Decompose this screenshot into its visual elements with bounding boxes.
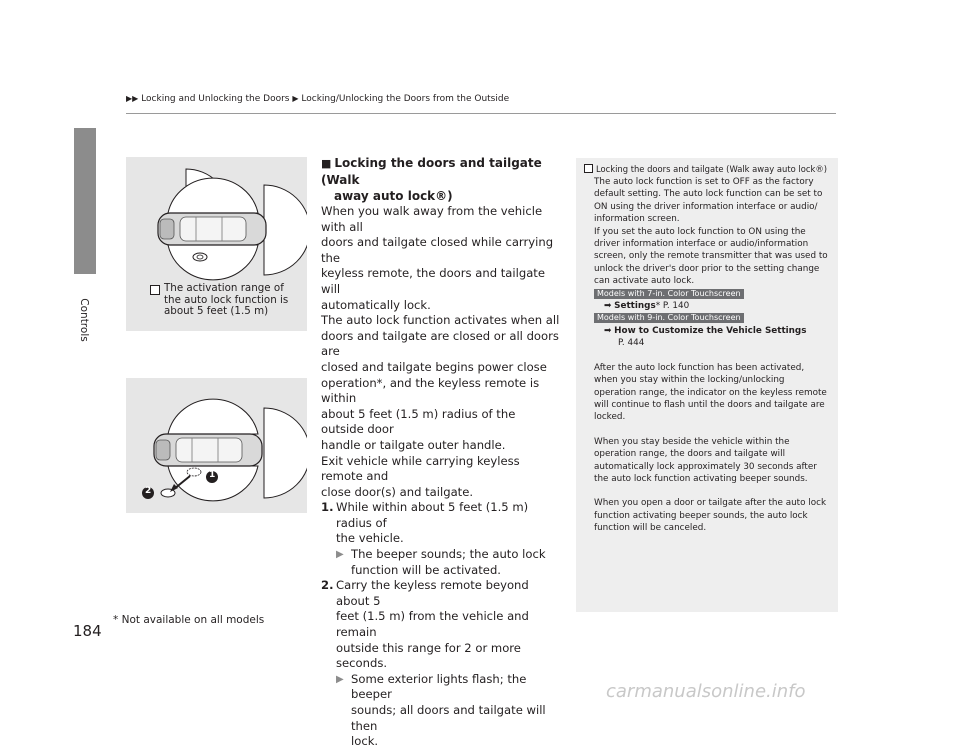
callout-2: 2 [145, 486, 152, 496]
callout-1: 1 [209, 470, 216, 480]
breadcrumb-section: Locking and Unlocking the Doors [141, 94, 290, 104]
xref-settings[interactable]: ➡ Settings* P. 140 [604, 301, 690, 312]
footnote: * Not available on all models [113, 614, 265, 626]
breadcrumb [126, 94, 509, 104]
breadcrumb-arrow-icon: ▶ [292, 94, 299, 103]
main-content [321, 155, 561, 750]
section-tab-marker [74, 128, 96, 274]
page-number: 184 [73, 622, 102, 640]
step-2: 2. Carry the keyless remote beyond about 5 feet (1.5 m) from the vehicle and remain outside this range for 2 or more seconds. [321, 578, 529, 671]
watermark: carmanualsonline.info [606, 681, 806, 702]
intro-paragraph: When you walk away from the vehicle with all doors and tailgate closed while carrying the keyless remote, the doors and tailgate will automatically lock. [321, 204, 554, 312]
breadcrumb-arrow-icon: ▶▶ [126, 94, 139, 103]
xref-customize-settings[interactable]: ➡ How to Customize the Vehicle Settings P. 444 [604, 325, 807, 349]
header-rule [126, 113, 836, 114]
note-marker-icon [584, 164, 593, 173]
section-heading: ■ Locking the doors and tailgate (Walk away auto lock®) [321, 156, 542, 203]
model-tag-7in: Models with 7-in. Color Touchscreen [594, 289, 744, 299]
caption-marker-icon [150, 285, 160, 295]
xref-arrow-icon: ➡ [604, 325, 612, 336]
step-1-result: ▶ The beeper sounds; the auto lock function will be activated. [336, 547, 546, 577]
figure-caption: The activation range of the auto lock function is about 5 feet (1.5 m) [164, 282, 289, 317]
section-tab-label: Controls [78, 298, 90, 342]
xref-arrow-icon: ➡ [604, 301, 612, 312]
result-arrow-icon: ▶ [336, 673, 344, 685]
activation-paragraph: The auto lock function activates when all doors and tailgate are closed or all doors are closed and tailgate begins power close operation*, and the keyless remote is within about 5 feet (1.5 m) radius of the outside door handle or tailgate outer handle. [321, 313, 560, 452]
breadcrumb-subsection: Locking/Unlocking the Doors from the Outside [301, 94, 510, 104]
step-1: 1. While within about 5 feet (1.5 m) radius of the vehicle. [321, 500, 529, 546]
result-arrow-icon: ▶ [336, 549, 344, 561]
note-title: Locking the doors and tailgate (Walk away auto lock®) [584, 164, 827, 174]
figure-walk-away-steps [126, 378, 307, 513]
heading-square-icon: ■ [321, 157, 332, 170]
walk-away-illustration [126, 378, 307, 513]
step-2-result: ▶ Some exterior lights flash; the beeper sounds; all doors and tailgate will then lock. [336, 671, 546, 749]
model-tag-9in: Models with 9-in. Color Touchscreen [594, 313, 744, 323]
exit-paragraph: Exit vehicle while carrying keyless remote and close door(s) and tailgate. [321, 453, 520, 499]
note-body: The auto lock function is set to OFF as the factory default setting. The auto lock function can be set to ON using the driver information interface or audio/ information screen. If you set the auto lock function to ON using the driver information interface or audio/information screen, only the remote transmitter that was used to unlock the driver's door prior to the setting change can activate auto lock. Models with 7-in. Color Touchscreen ➡ Settings* P. 140 Models with 9-in. Color Touchscreen ➡ How to Customize the Vehicle Settings P. 444 After the auto lock function has been activated, when you stay within the locking/unlocking operation range, the indicator on the keyless remote will continue to flash until the doors and tailgate are locked. When you stay beside the vehicle within the operation range, the doors and tailgate will automatically lock approximately 30 seconds after the auto lock function activating beeper sounds. When you open a door or tailgate after the auto lock function activating beeper sounds, the auto lock function will be canceled. [594, 176, 830, 535]
